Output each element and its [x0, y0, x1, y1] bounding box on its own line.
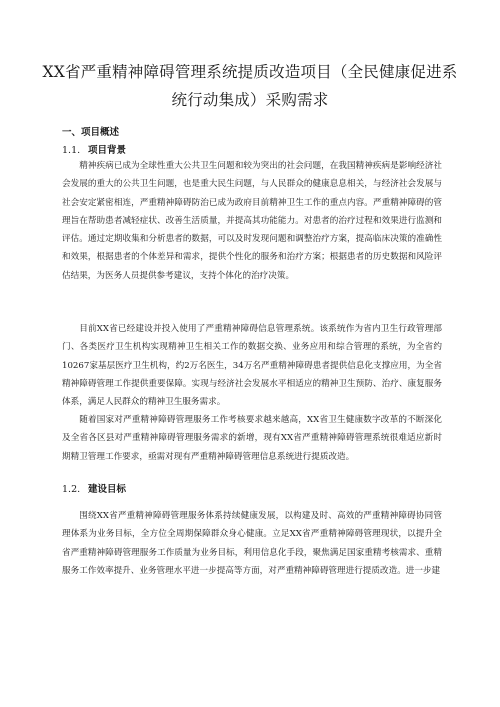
subsection-title: 项目背景	[88, 145, 127, 156]
subsection-heading-goals	[62, 481, 126, 495]
paragraph-background-2: 目前XX省已经建设并投入使用了严重精神障碍信息管理系统。该系统作为省内卫生行政管理部门、各类医疗卫生机构实现精神卫生相关工作的数据交换、业务应用和综合管理的系统，为全省约10267家基层医疗卫生机构，约2万名医生，34万名严重精神障碍患者提供信息化支撑应用，为全省精神障碍管理工作提供重要保障。实现与经济社会发展水平相适应的精神卫生预防、治疗、康复服务体系，满足人民群众的精神卫生服务需求。	[62, 324, 442, 408]
paragraph-goals-1: 围绕XX省严重精神障碍管理服务体系持续健康发展，以构建及时、高效的严重精神障碍协同管理体系为业务目标，全方位全周期保障群众身心健康。立足XX省严重精神障碍管理现状，以提升全省严重精神障碍管理服务工作质量为业务目标，利用信息化手段，聚焦满足国家重精考核需求、重精服务工作效率提升、业务管理水平进一步提高等方面，对严重精神障碍管理进行提质改造。进一步建	[62, 511, 442, 576]
section-heading-overview: 一、项目概述	[62, 127, 120, 138]
document-title: XX省严重精神障碍管理系统提质改造项目（全民健康促进系统行动集成）采购需求	[42, 63, 458, 109]
subsection-number: 1.2.	[62, 484, 81, 495]
paragraph-background-1: 精神疾病已成为全球性重大公共卫生问题和较为突出的社会问题，在我国精神疾病是影响经济社会发展的重大的公共卫生问题，也是重大民生问题，与人民群众的健康息息相关，与经济社会发展与社会安定紧密相连，严重精神障碍防治已成为政府目前精神卫生工作的重点内容。严重精神障碍的管理旨在帮助患者减轻症状、改善生活质量，并提高其功能能力。对患者的治疗过程和效果进行监测和评估。通过定期收集和分析患者的数据，可以及时发现问题和调整治疗方案，提高临床决策的准确性和效果，根据患者的个体差异和需求，提供个性化的服务和治疗方案；根据患者的历史数据和风险评估结果，为医务人员提供参考建议，支持个体化的治疗决策。	[62, 161, 442, 281]
subsection-heading-background	[62, 142, 126, 156]
paragraph-background-3: 随着国家对严重精神障碍管理服务工作考核要求越来越高，XX省卫生健康数字改革的不断深化及全省各区县对严重精神障碍管理服务需求的新增，现有XX省严重精神障碍管理系统很难适应新时期精卫管理工作要求，亟需对现有严重精神障碍管理信息系统进行提质改造。	[62, 415, 442, 462]
subsection-title: 建设目标	[88, 484, 127, 495]
subsection-number: 1.1.	[62, 145, 81, 156]
